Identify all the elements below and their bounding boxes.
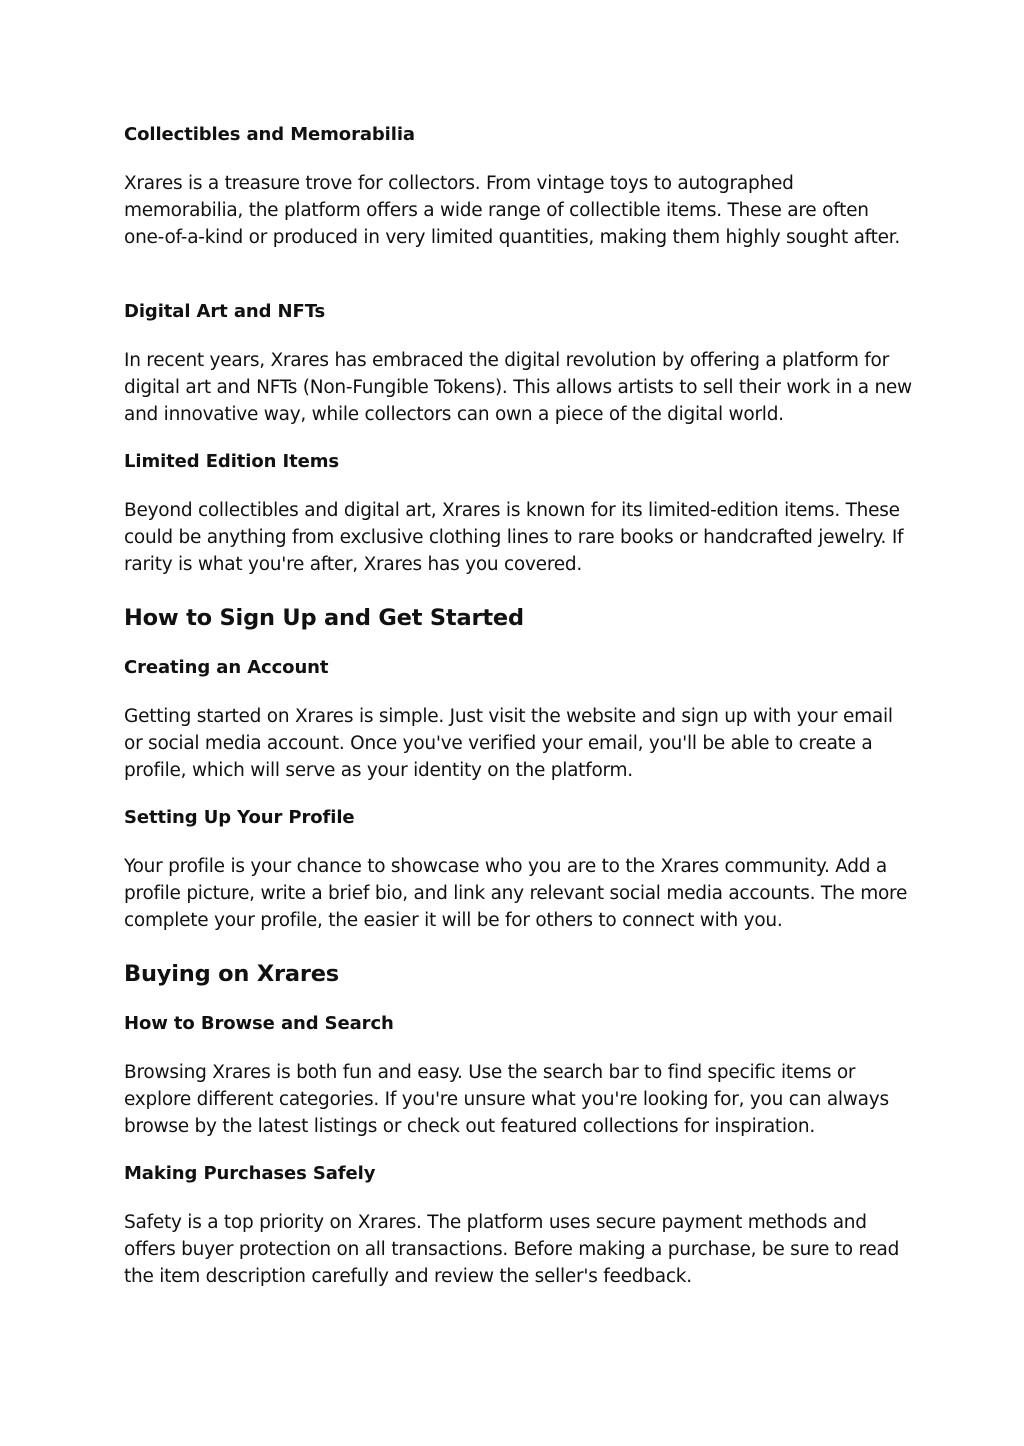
digital-art-heading: Digital Art and NFTs [124, 301, 326, 322]
creating-account-heading: Creating an Account [124, 657, 329, 678]
browse-paragraph: Browsing Xrares is both fun and easy. Use the search bar to find specific items or explore different categories. If you're unsure what you're looking for, you can always browse by the latest listings or check out featured collections for inspiration. [124, 1062, 889, 1138]
digital-art-paragraph: In recent years, Xrares has embraced the digital revolution by offering a platform for digital art and NFTs (Non-Fungible Tokens). This allows artists to sell their work in a new and innovative way, while collectors can own a piece of the digital world. [124, 350, 912, 426]
safety-paragraph: Safety is a top priority on Xrares. The platform uses secure payment methods and offers buyer protection on all transactions. Before making a purchase, be sure to read the item description carefully and review the seller's feedback. [124, 1212, 900, 1288]
buying-section-heading: Buying on Xrares [124, 961, 339, 987]
collectibles-paragraph: Xrares is a treasure trove for collectors. From vintage toys to autographed memorabilia, the platform offers a wide range of collectible items. These are often one-of-a-kind or produced in very limited quantities, making them highly sought after. [124, 173, 901, 249]
browse-heading: How to Browse and Search [124, 1013, 394, 1034]
creating-account-paragraph: Getting started on Xrares is simple. Just visit the website and sign up with your email or social media account. Once you've verified your email, you'll be able to create a profile, which will serve as your identity on the platform. [124, 706, 893, 782]
profile-paragraph: Your profile is your chance to showcase who you are to the Xrares community. Add a profile picture, write a brief bio, and link any relevant social media accounts. The more complete your profile, the easier it will be for others to connect with you. [124, 856, 908, 932]
collectibles-heading: Collectibles and Memorabilia [124, 124, 415, 145]
limited-edition-paragraph: Beyond collectibles and digital art, Xrares is known for its limited-edition items. These could be anything from exclusive clothing lines to rare books or handcrafted jewelry. If rarity is what you're after, Xrares has you covered. [124, 500, 904, 576]
safety-heading: Making Purchases Safely [124, 1163, 376, 1184]
profile-heading: Setting Up Your Profile [124, 807, 355, 828]
sign-up-section-heading: How to Sign Up and Get Started [124, 605, 524, 631]
limited-edition-heading: Limited Edition Items [124, 451, 339, 472]
